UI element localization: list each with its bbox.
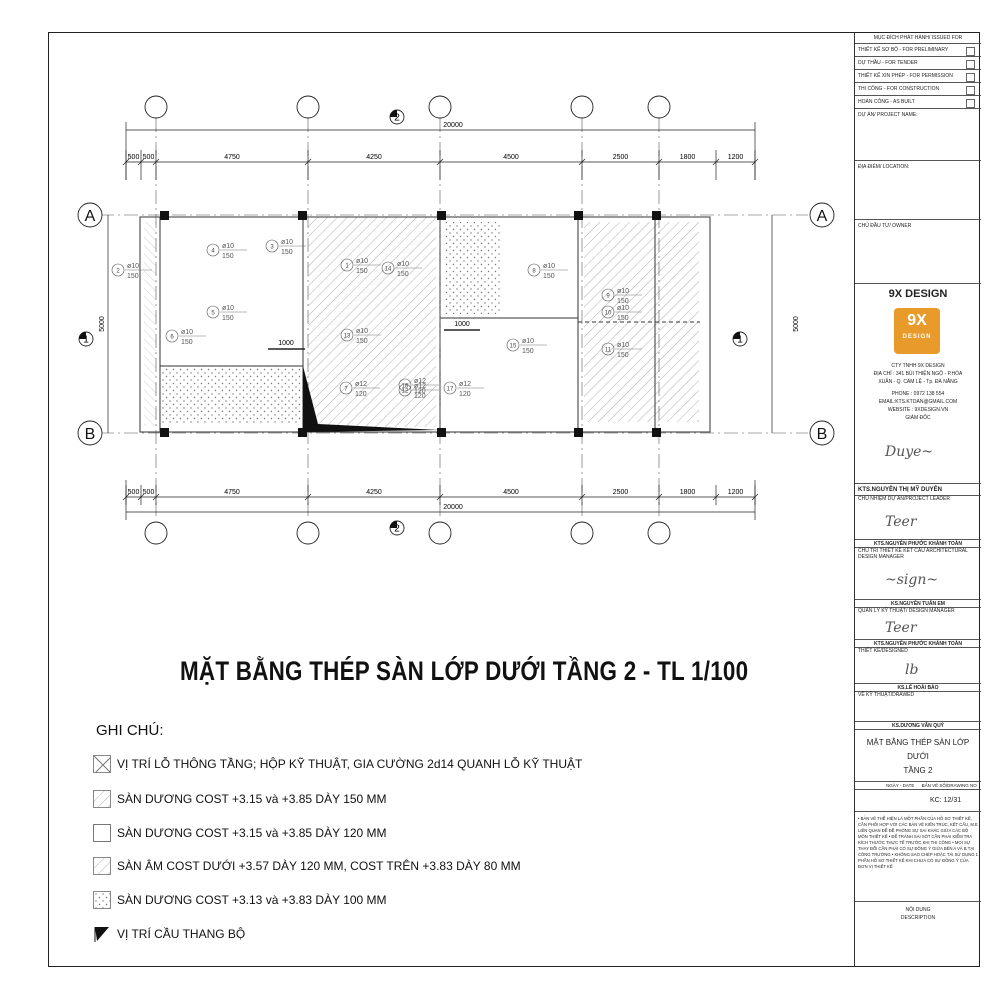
rebar-label	[507, 338, 547, 355]
note-text: VỊ TRÍ CẦU THANG BỘ	[117, 927, 246, 941]
hatch-150-swatch-icon	[93, 790, 111, 808]
rebar-diameter: ø10	[617, 305, 630, 312]
drawing-number: KC: 12/31	[930, 797, 962, 804]
rebar-number: 3	[270, 244, 274, 251]
opening-dim-1: 1000	[278, 340, 294, 347]
rebar-diameter: ø10	[222, 243, 235, 250]
blank-swatch-icon	[93, 824, 111, 842]
purpose-row	[855, 96, 981, 109]
rebar-spacing: 150	[356, 268, 368, 275]
purpose-row	[855, 70, 981, 83]
person-name: KTS.NGUYỄN THỊ MỸ DUYÊN	[855, 484, 981, 496]
rebar-diameter: ø10	[617, 288, 630, 295]
logo-text: 9X	[907, 312, 927, 329]
dim-segment-bottom: 1200	[727, 489, 744, 496]
sheet-title-line-1: MẶT BẰNG THÉP SÀN LỚP DƯỚI	[866, 738, 970, 761]
rebar-number: 17	[446, 386, 454, 393]
dim-segment-bottom: 4750	[224, 489, 240, 496]
title-block	[854, 32, 980, 967]
company-address-1: ĐỊA CHỈ : 341 BÙI THIỆN NGỘ - P.HÒA	[873, 371, 963, 377]
section-mark-label: 2	[394, 112, 400, 124]
company-section	[855, 284, 981, 484]
logo-subtext: DESIGN	[902, 334, 932, 340]
rebar-spacing: 150	[397, 271, 409, 278]
rebar-number: 13	[343, 333, 351, 340]
rebar-label	[266, 239, 306, 256]
disclaimer-notes: • BẢN VẼ THỂ HIỆN LÀ MỘT PHẦN CỦA HỒ SƠ THIẾT KẾ, CẦN PHỐI HỢP VỚI CÁC BẢN VẼ KIẾN TRÚC, KẾT CẤU, M.E LIÊN QUAN ĐỂ ĐỀ PHÒNG SỰ SAI KHÁC GIỮA CÁC BỘ MÔN THIẾT KẾ • ĐỂ TRÁNH SAI SÓT CẦN PHẢI KIỂM TRA KÍCH THƯỚC THỰC TẾ TRƯỚC KHI THI CÔNG • MỌI SỰ THAY ĐỔI CẦN PHẢI CÓ SỰ ĐỒNG Ý GIỮA BÊN A VÀ B TẠI CÔNG TRƯỜNG • KHÔNG SAO CHÉP HOẶC TÁI SỬ DỤNG 1 PHẦN HỒ SƠ THIẾT KẾ KHI CHƯA CÓ SỰ ĐỒNG Ý CỦA ĐƠN VỊ THIẾT KẾ	[855, 812, 981, 902]
rebar-number: 8	[532, 268, 536, 275]
purpose-label: THI CÔNG - FOR CONSTRUCTION	[858, 86, 940, 92]
section-mark-label: 2	[394, 523, 400, 535]
rebar-spacing: 150	[356, 338, 368, 345]
rebar-number: 4	[211, 248, 215, 255]
rebar-spacing: 150	[522, 348, 534, 355]
slab-100-dots-1	[444, 222, 500, 314]
grid-bubble-top	[429, 96, 451, 118]
grid-bubble-top	[145, 96, 167, 118]
note-item-slab-150	[93, 788, 387, 810]
purpose-label: THIẾT KẾ SƠ BỘ - FOR PRELIMINARY	[858, 47, 949, 53]
grid-bubble-bottom	[571, 522, 593, 544]
section-mark-left	[79, 332, 93, 346]
rebar-spacing: 150	[222, 315, 234, 322]
grid-bubble-right	[810, 203, 834, 227]
rebar-spacing: 120	[355, 391, 367, 398]
dim-segment-bottom: 500	[127, 489, 140, 496]
rebar-diameter: ø10	[281, 239, 294, 246]
owner-field: CHỦ ĐẦU TƯ/ OWNER	[855, 220, 981, 284]
purpose-checkbox[interactable]	[966, 73, 975, 82]
rebar-spacing: 150	[617, 298, 629, 305]
rebar-label	[166, 329, 206, 346]
dim-segment-bottom: 4500	[503, 489, 519, 496]
rebar-spacing: 150	[181, 339, 193, 346]
hatch-recessed-swatch-icon	[93, 857, 111, 875]
dim-left: 5000	[99, 316, 106, 332]
rebar-label	[528, 263, 568, 280]
drawing-title: MẶT BẰNG THÉP SÀN LỚP DƯỚI TẦNG 2 - TL 1/100	[180, 656, 749, 686]
rebar-number: 1	[345, 263, 349, 270]
rebar-label	[207, 305, 247, 322]
grid-bubble-top	[297, 96, 319, 118]
dim-right: 5000	[793, 316, 800, 332]
grid-bubble-left	[78, 421, 102, 445]
rebar-diameter: ø10	[222, 305, 235, 312]
person-name: KS.DƯƠNG VĂN QUÝ	[855, 722, 981, 730]
rebar-number: 6	[170, 334, 174, 341]
rebar-diameter: ø10	[181, 329, 194, 336]
dim-segment-top: 1800	[679, 154, 696, 161]
date-label: NGÀY - DATE	[886, 783, 915, 788]
project-name-field: DỰ ÁN/ PROJECT NAME:	[855, 109, 981, 161]
purpose-row	[855, 57, 981, 70]
dim-segment-bottom: 500	[142, 489, 155, 496]
rebar-spacing: 120	[459, 391, 471, 398]
company-logo	[894, 308, 940, 354]
grid-bubble-bottom	[429, 522, 451, 544]
person-role: VẼ KỸ THUẬT/DRAWED	[855, 692, 981, 722]
dots-swatch-icon	[93, 891, 111, 909]
rebar-number: 16	[401, 383, 409, 390]
person-role: CHỦ TRÌ THIẾT KẾ KẾT CẤU ARCHITECTURAL DESIGN MANAGER	[855, 548, 981, 600]
purpose-row	[855, 44, 981, 57]
location-field: ĐỊA ĐIỂM/ LOCATION:	[855, 161, 981, 220]
rebar-spacing: 120	[414, 388, 426, 395]
grid-bubble-bottom	[297, 522, 319, 544]
drawing-number-row	[855, 790, 981, 812]
purpose-checkbox[interactable]	[966, 60, 975, 69]
sheet-title-line-2: TẦNG 2	[903, 766, 933, 775]
company-phone: PHONE : 0972 138 554	[891, 391, 945, 397]
rebar-diameter: ø10	[356, 258, 369, 265]
note-item-slab-100	[93, 889, 387, 911]
company-email: EMAIL:KTS.KTOAN@GMAIL.COM	[878, 399, 958, 405]
note-text: VỊ TRÍ LỖ THÔNG TẦNG; HỘP KỸ THUẬT, GIA CƯỜNG 2d14 QUANH LỖ KỸ THUẬT	[117, 757, 583, 771]
notes-heading: GHI CHÚ:	[96, 722, 164, 739]
signature-icon: lb	[905, 662, 919, 678]
rebar-number: 12	[401, 388, 409, 395]
rebar-diameter: ø10	[522, 338, 535, 345]
rebar-number: 5	[211, 310, 215, 317]
purpose-header: MỤC ĐÍCH PHÁT HÀNH/ ISSUED FOR	[855, 32, 981, 44]
purpose-row	[855, 83, 981, 96]
rebar-number: 15	[509, 343, 517, 350]
person-role: CHỦ NHIỆM DỰ ÁN/PROJECT LEADER	[855, 496, 981, 540]
company-name: 9X DESIGN	[888, 288, 948, 300]
note-text: SÀN ÂM COST DƯỚI +3.57 DÀY 120 MM, COST TRÊN +3.83 DÀY 80 MM	[117, 859, 521, 873]
rebar-number: 11	[604, 347, 612, 354]
signature-icon: Teer	[885, 514, 917, 530]
dim-segment-top: 4750	[224, 154, 240, 161]
person-name: KS.LÊ HOÀI BẢO	[855, 684, 981, 692]
note-item-recessed-slab	[93, 855, 521, 877]
overall-dim-bottom: 20000	[443, 504, 463, 511]
rebar-number: 7	[344, 386, 348, 393]
purpose-checkbox[interactable]	[966, 47, 975, 56]
purpose-label: HOÀN CÔNG - AS BUILT	[858, 99, 915, 105]
rebar-diameter: ø12	[414, 378, 427, 385]
content-description	[855, 902, 981, 967]
purpose-label: DỰ THẦU - FOR TENDER	[858, 60, 918, 66]
drawing-no-label: BẢN VẼ SỐ/DRAWING NO	[921, 783, 977, 788]
sheet-title	[855, 730, 981, 782]
grid-bubble-bottom	[648, 522, 670, 544]
rebar-number: 14	[384, 266, 392, 273]
edge-hatch	[144, 222, 156, 426]
note-text: SÀN DƯƠNG COST +3.13 và +3.83 DÀY 100 MM	[117, 893, 387, 907]
slab-100-dots-2	[160, 366, 303, 423]
description-label: DESCRIPTION	[900, 915, 936, 921]
note-item-stair	[93, 923, 245, 945]
grid-bubble-top	[571, 96, 593, 118]
rebar-diameter: ø10	[397, 261, 410, 268]
rebar-diameter: ø10	[127, 263, 140, 270]
dim-segment-top: 1200	[727, 154, 744, 161]
grid-bubble-left	[78, 203, 102, 227]
signature-icon: Teer	[885, 620, 917, 636]
dim-segment-top: 4250	[366, 154, 382, 161]
date-drawingno-labels	[855, 782, 981, 790]
rebar-spacing: 150	[127, 273, 139, 280]
rebar-diameter: ø10	[356, 328, 369, 335]
opening-dim-2: 1000	[454, 321, 470, 328]
person-name: KTS.NGUYỄN PHƯỚC KHÁNH TOÀN	[855, 640, 981, 648]
rebar-spacing: 150	[543, 273, 555, 280]
rebar-label	[444, 381, 484, 398]
person-role: THIẾT KẾ/DESIGNED	[855, 648, 981, 684]
section-mark-right	[733, 332, 747, 346]
dim-segment-top: 500	[127, 154, 140, 161]
note-item-slab-120	[93, 822, 387, 844]
dim-segment-bottom: 1800	[679, 489, 696, 496]
person-name: KTS.NGUYỄN PHƯỚC KHÁNH TOÀN	[855, 540, 981, 548]
person-name: KS.NGUYỄN TUẤN EM	[855, 600, 981, 608]
section-mark-label: 1	[83, 334, 89, 346]
rebar-diameter: ø10	[543, 263, 556, 270]
rebar-diameter: ø12	[414, 383, 427, 390]
grid-row-label: A	[816, 208, 828, 225]
dim-segment-top: 500	[142, 154, 155, 161]
grid-bubble-bottom	[145, 522, 167, 544]
note-text: SÀN DƯƠNG COST +3.15 và +3.85 DÀY 150 MM	[117, 792, 387, 806]
rebar-number: 10	[604, 310, 612, 317]
rebar-diameter: ø12	[459, 381, 472, 388]
purpose-checkbox[interactable]	[966, 86, 975, 95]
person-role: QUẢN LÝ KỸ THUẬT/ DESIGN MANAGER	[855, 608, 981, 640]
rebar-number: 2	[116, 268, 120, 275]
section-mark-label: 1	[737, 334, 743, 346]
overall-dim-top: 20000	[443, 122, 463, 129]
dim-segment-top: 4500	[503, 154, 519, 161]
rebar-diameter: ø12	[355, 381, 368, 388]
grid-row-label: A	[84, 208, 96, 225]
grid-row-label: B	[816, 426, 828, 443]
rebar-spacing: 120	[414, 393, 426, 400]
rebar-diameter: ø10	[617, 342, 630, 349]
company-website: WEBSITE : 9XDESIGN.VN	[887, 407, 949, 413]
grid-bubble-top	[648, 96, 670, 118]
purpose-checkbox[interactable]	[966, 99, 975, 108]
dim-segment-bottom: 4250	[366, 489, 382, 496]
director-label: GIÁM ĐỐC	[905, 415, 931, 421]
content-label: NỘI DUNG	[905, 907, 931, 913]
purpose-label: THIẾT KẾ XIN PHÉP - FOR PERMISSION	[858, 73, 953, 79]
company-address-2: XUÂN - Q. CẨM LỆ - Tp. ĐÀ NẴNG	[878, 379, 958, 385]
rebar-spacing: 150	[617, 315, 629, 322]
signature-director: Duye~	[885, 444, 934, 460]
grid-bubble-right	[810, 421, 834, 445]
section-mark-top	[390, 110, 404, 124]
note-item-opening	[93, 753, 582, 775]
stair-triangle-icon	[93, 925, 111, 943]
rebar-number: 9	[606, 293, 610, 300]
signature-icon: ~sign~	[885, 572, 939, 588]
opening-cross-icon	[93, 755, 111, 773]
company-full-name: CTY TNHH 9X DESIGN	[891, 363, 945, 369]
dim-segment-bottom: 2500	[612, 489, 629, 496]
note-text: SÀN DƯƠNG COST +3.15 và +3.85 DÀY 120 MM	[117, 826, 387, 840]
dim-segment-top: 2500	[612, 154, 629, 161]
section-mark-bottom	[390, 521, 404, 535]
grid-row-label: B	[84, 426, 96, 443]
rebar-spacing: 150	[617, 352, 629, 359]
rebar-spacing: 150	[222, 253, 234, 260]
rebar-label	[207, 243, 247, 260]
rebar-spacing: 150	[281, 249, 293, 256]
